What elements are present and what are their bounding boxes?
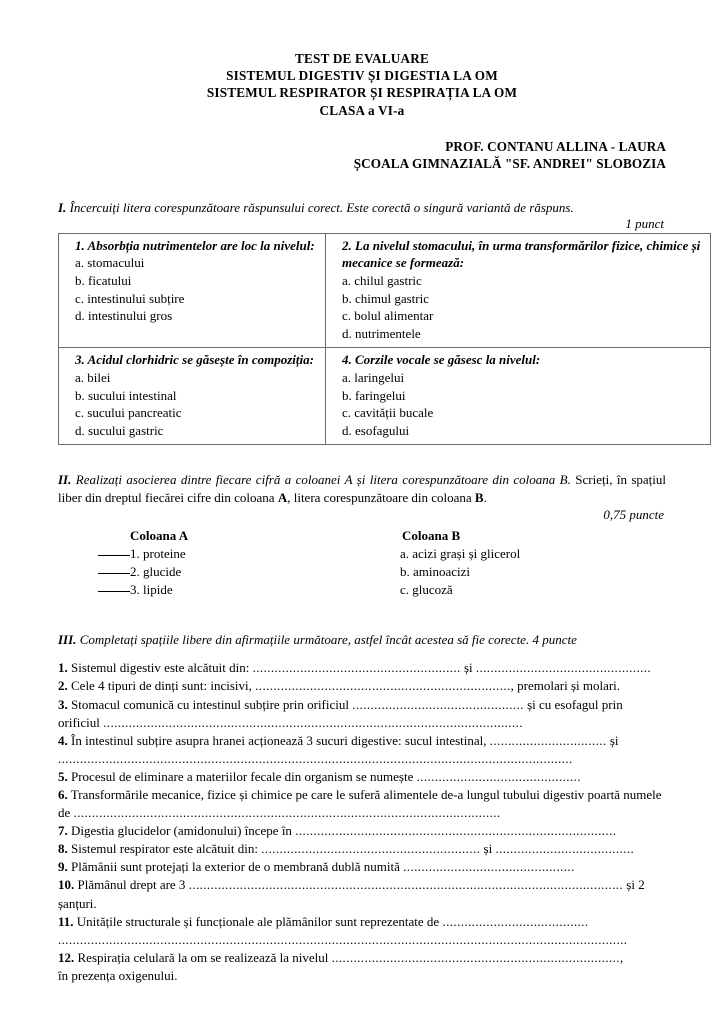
title-line-3: SISTEMUL RESPIRATOR ȘI RESPIRAȚIA LA OM xyxy=(206,85,518,101)
section-3-label: III. xyxy=(58,632,77,648)
question-option[interactable]: a. stomacului xyxy=(75,255,145,271)
table-row xyxy=(59,233,711,348)
fill-in-blank-text: Sistemul respirator este alcătuit din: xyxy=(67,841,262,857)
answer-blank-dots[interactable]: ...................................... xyxy=(495,841,635,857)
fill-in-blank-number: 2. xyxy=(58,678,68,694)
list-item[interactable]: c. glucoză xyxy=(400,582,453,598)
section-1-instruction-text: Încercuiți litera corespunzătoare răspunsului corect. Este corectă o singură variantă de răspuns. xyxy=(69,199,574,215)
fill-in-blank-text: Respirația celulară la om se realizează la nivelul xyxy=(74,949,332,965)
question-cell-3 xyxy=(59,348,326,445)
list-item[interactable]: a. acizi grași și glicerol xyxy=(400,546,521,562)
fill-in-blank-item xyxy=(58,913,666,949)
question-option[interactable]: d. intestinului gros xyxy=(75,308,173,324)
school-name: ȘCOALA GIMNAZIALĂ "SF. ANDREI" SLOBOZIA xyxy=(353,156,666,172)
question-option[interactable]: c. intestinului subțire xyxy=(75,290,185,306)
fill-in-blank-number: 6. xyxy=(58,787,68,802)
fill-in-blank-list xyxy=(58,659,666,985)
fill-in-blank-text: Procesul de eliminare a materiilor fecale din organism se numește xyxy=(67,768,417,784)
answer-blank-dots[interactable]: ............................................... xyxy=(403,859,575,875)
column-b xyxy=(400,527,666,599)
list-item-label: 2. glucide xyxy=(130,564,182,580)
answer-blank[interactable] xyxy=(98,573,130,574)
question-cell-2 xyxy=(326,233,711,348)
fill-in-blank-text: Transformările mecanice, fizice și chimice pe care le suferă alimentele de-a lungul tubului digestiv poartă numele de xyxy=(58,787,662,821)
fill-in-blank-number: 8. xyxy=(58,841,68,857)
answer-blank-dots[interactable]: ....................................................................................................................... xyxy=(188,877,624,893)
answer-blank-dots[interactable]: ...................................................................... xyxy=(255,678,511,694)
multiple-choice-table xyxy=(58,233,711,446)
answer-blank-dots[interactable]: ................................................ xyxy=(475,660,652,676)
section-2-instruction-line-1 xyxy=(58,472,571,487)
column-a-header: Coloana A xyxy=(130,528,189,544)
fill-in-blank-item xyxy=(58,840,666,858)
section-2-line2-col-a: A xyxy=(277,489,288,505)
question-option[interactable]: c. bolul alimentar xyxy=(342,308,434,324)
fill-in-blank-text: Stomacul comunică cu intestinul subțire prin orificiul xyxy=(67,696,353,712)
question-option[interactable]: d. nutrimentele xyxy=(342,325,421,341)
fill-in-blank-number: 3. xyxy=(58,696,68,712)
question-option[interactable]: b. sucului intestinal xyxy=(75,387,177,403)
section-2-line2-part-e: . xyxy=(483,489,487,505)
section-2-instruction xyxy=(58,471,666,506)
answer-blank-dots[interactable]: ......................................................... xyxy=(252,660,461,676)
question-cell-1 xyxy=(59,233,326,348)
section-2-label: II. xyxy=(58,472,72,488)
question-option[interactable]: b. ficatului xyxy=(75,273,132,288)
question-option[interactable]: c. sucului pancreatic xyxy=(75,405,182,421)
section-3-instruction xyxy=(58,631,666,648)
answer-blank-dots[interactable]: ..................................................................................................................... xyxy=(73,805,501,821)
fill-in-blank-item xyxy=(58,876,666,912)
question-option[interactable]: a. bilei xyxy=(75,369,111,385)
page-content xyxy=(58,50,701,985)
list-item-label: 1. proteine xyxy=(130,546,186,562)
fill-in-blank-text: și xyxy=(606,732,619,748)
fill-in-blank-text: , xyxy=(619,949,624,965)
fill-in-blank-number: 9. xyxy=(58,859,68,875)
column-b-header: Coloana B xyxy=(402,528,461,544)
matching-columns xyxy=(58,527,666,609)
question-option[interactable]: d. sucului gastric xyxy=(75,422,164,438)
section-3-instruction-text: Completați spațiile libere din afirmațiile următoare, astfel încât acestea să fie corecte. 4 puncte xyxy=(79,632,577,648)
answer-blank-dots[interactable]: ........................................ xyxy=(442,913,589,929)
answer-blank-dots[interactable]: ............................................................................................................................................................ xyxy=(58,931,628,947)
answer-blank-dots[interactable]: ........................................................................................ xyxy=(295,823,617,839)
fill-in-blank-number: 5. xyxy=(58,768,68,784)
question-option[interactable]: b. chimul gastric xyxy=(342,290,430,306)
section-2-line2-col-b: B xyxy=(474,489,484,505)
fill-in-blank-text: și xyxy=(480,841,496,857)
answer-blank-dots[interactable]: ............................................................................... xyxy=(331,949,620,965)
fill-in-blank-number: 4. xyxy=(58,732,68,748)
fill-in-blank-text: și 2 șanțuri. xyxy=(58,877,645,911)
fill-in-blank-number: 10. xyxy=(58,877,75,893)
section-1-points: 1 punct xyxy=(625,215,664,231)
section-2 xyxy=(58,471,666,609)
fill-in-blank-item xyxy=(58,732,666,768)
question-option[interactable]: d. esofagului xyxy=(342,422,410,438)
list-item[interactable] xyxy=(98,581,398,599)
answer-blank-dots[interactable]: ............................................................................................................................................. xyxy=(58,750,573,766)
answer-blank[interactable] xyxy=(98,555,130,556)
section-1-label: I. xyxy=(58,199,67,215)
fill-in-blank-item xyxy=(58,949,666,985)
list-item-label: 3. lipide xyxy=(130,582,173,598)
section-3 xyxy=(58,631,666,985)
question-option[interactable]: b. faringelui xyxy=(342,387,406,403)
fill-in-blank-item xyxy=(58,768,666,786)
question-stem: 1. Absorbția nutrimentelor are loc la nivelul: xyxy=(75,237,315,253)
title-line-1: TEST DE EVALUARE xyxy=(295,51,429,66)
question-stem: 2. La nivelul stomacului, în urma transformărilor fizice, chimice și mecanice se formează: xyxy=(342,237,701,271)
fill-in-blank-text: în prezența oxigenului. xyxy=(58,967,178,983)
author-name: PROF. CONTANU ALLINA - LAURA xyxy=(445,138,666,154)
question-option[interactable]: c. cavității bucale xyxy=(342,405,434,421)
fill-in-blank-item xyxy=(58,858,666,876)
question-cell-4 xyxy=(326,348,711,445)
fill-in-blank-number: 7. xyxy=(58,823,68,839)
fill-in-blank-text: și cu esofagul prin orificiul xyxy=(58,696,623,730)
document-title xyxy=(58,50,666,119)
title-line-2: SISTEMUL DIGESTIV ȘI DIGESTIA LA OM xyxy=(226,68,498,84)
fill-in-blank-number: 12. xyxy=(58,949,75,965)
column-a xyxy=(98,527,398,599)
question-option[interactable]: a. chilul gastric xyxy=(342,273,422,288)
table-row xyxy=(59,348,711,445)
fill-in-blank-text: Cele 4 tipuri de dinți sunt: incisivi, xyxy=(67,678,256,694)
fill-in-blank-item xyxy=(58,696,666,732)
section-1-instruction xyxy=(58,200,666,216)
fill-in-blank-text: Plămânii sunt protejați la exterior de o membrană dublă numită xyxy=(67,859,404,875)
fill-in-blank-number: 1. xyxy=(58,660,68,676)
fill-in-blank-text: În intestinul subțire asupra hranei acționează 3 sucuri digestive: sucul intestinal, xyxy=(67,732,490,748)
fill-in-blank-item xyxy=(58,659,666,677)
section-2-line2-part-c: , litera corespunzătoare din coloana xyxy=(287,489,475,505)
question-option[interactable]: a. laringelui xyxy=(342,369,405,385)
answer-blank-dots[interactable]: ............................................................ xyxy=(261,841,481,857)
answer-blank-dots[interactable]: ............................................. xyxy=(416,768,581,784)
fill-in-blank-text: , premolari și molari. xyxy=(510,678,621,694)
author-block xyxy=(58,138,666,173)
fill-in-blank-text: și xyxy=(460,660,476,676)
fill-in-blank-item xyxy=(58,822,666,840)
fill-in-blank-text: Sistemul digestiv este alcătuit din: xyxy=(67,660,253,676)
fill-in-blank-number: 11. xyxy=(58,913,74,929)
fill-in-blank-item xyxy=(58,677,666,695)
list-item[interactable] xyxy=(98,545,398,563)
section-2-instruction-text: Realizați asocierea dintre fiecare cifră a coloanei A și litera corespunzătoare din coloana B. xyxy=(75,472,571,488)
question-stem: 4. Corzile vocale se găsesc la nivelul: xyxy=(342,352,541,368)
answer-blank-dots[interactable]: ................................................................................................................... xyxy=(103,714,523,730)
list-item[interactable]: b. aminoacizi xyxy=(400,564,471,580)
question-stem: 3. Acidul clorhidric se găsește în compoziția: xyxy=(75,352,314,368)
title-line-4: CLASA a VI-a xyxy=(319,102,405,118)
fill-in-blank-item xyxy=(58,786,666,822)
section-2-line2-part-a: Scrieți, în spațiul liber din dreptul fiecărei cifre din coloana xyxy=(58,472,667,505)
section-2-points: 0,75 puncte xyxy=(603,507,664,523)
answer-blank-dots[interactable]: ................................ xyxy=(489,732,607,748)
fill-in-blank-text: Unitățile structurale și funcționale ale plămânilor sunt reprezentate de xyxy=(73,913,443,929)
answer-blank-dots[interactable]: ............................................... xyxy=(352,696,524,712)
fill-in-blank-text: Digestia glucidelor (amidonului) începe în xyxy=(67,823,296,839)
fill-in-blank-text: Plămânul drept are 3 xyxy=(74,877,189,893)
answer-blank[interactable] xyxy=(98,591,130,592)
list-item[interactable] xyxy=(98,563,398,581)
